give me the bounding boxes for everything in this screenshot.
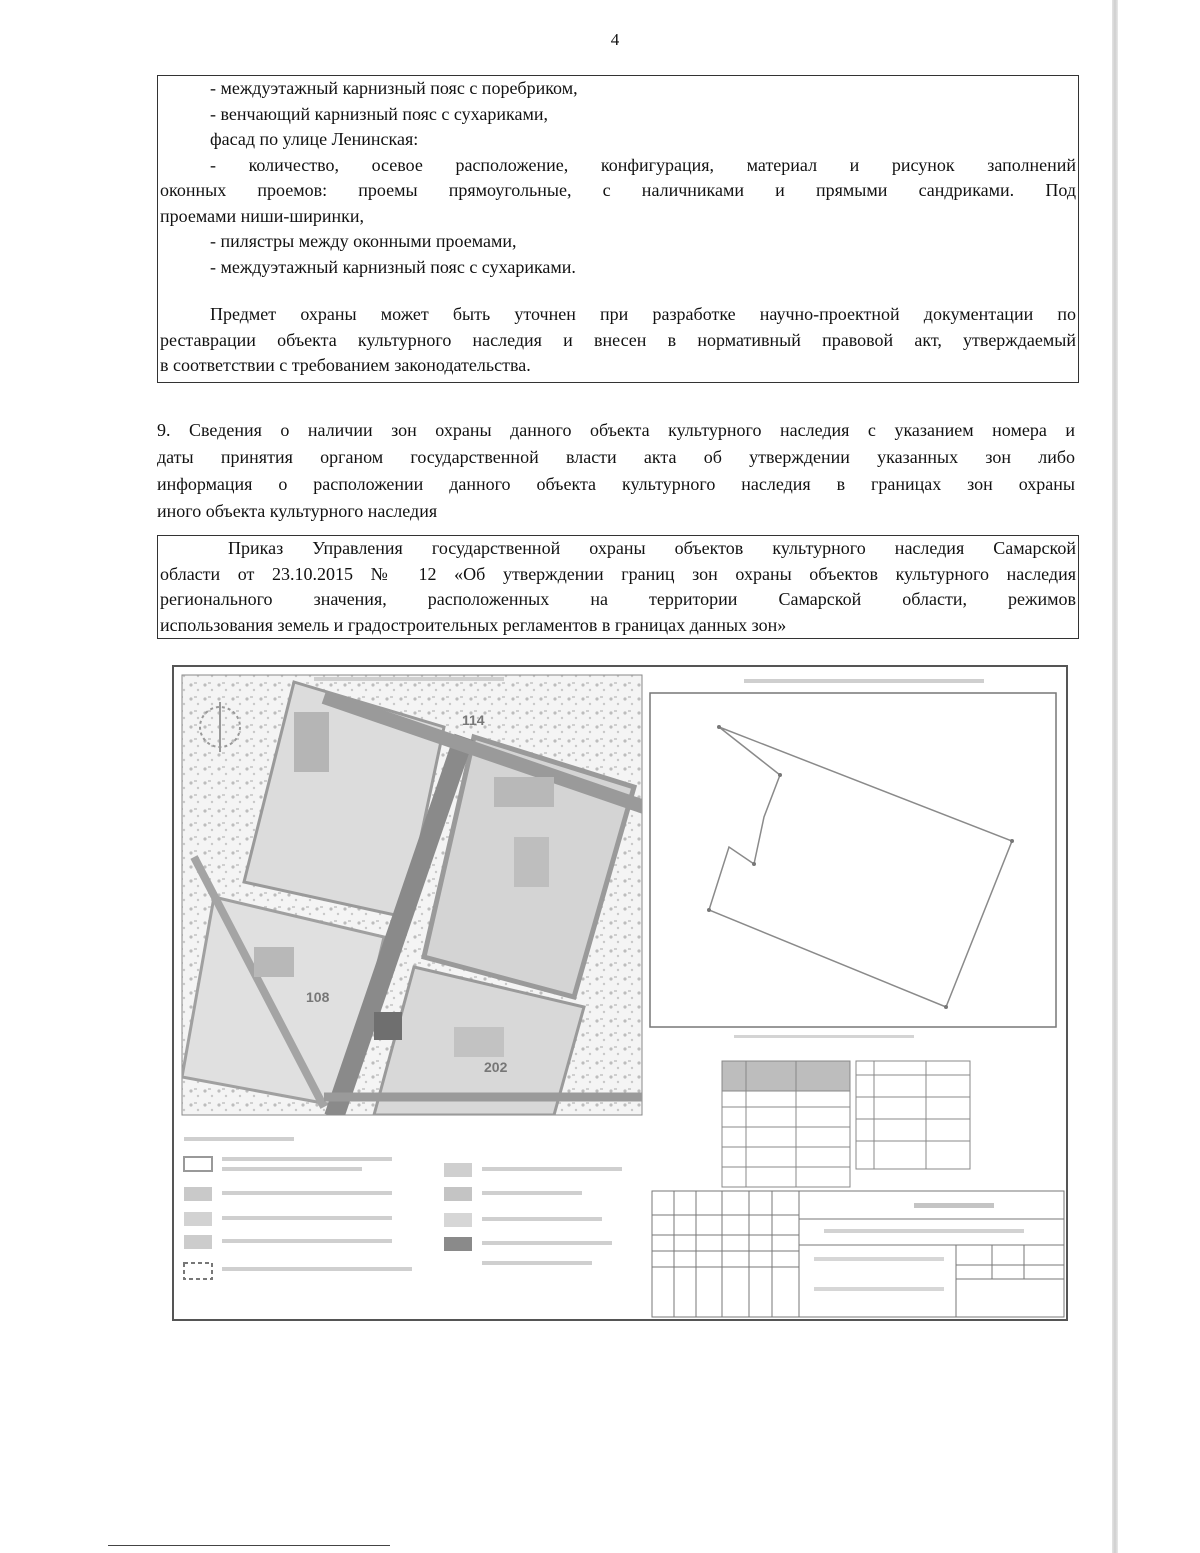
text-line: регионального значения, расположенных на территории Самарской области, режимов xyxy=(160,589,1076,609)
plan-panel xyxy=(650,693,1056,1027)
text-line: в соответствии с требованием законодательства. xyxy=(160,355,531,375)
title-block-stamp xyxy=(652,1191,1064,1317)
text-line: реставрации объекта культурного наследия и внесен в нормативный правовой акт, утверждаемый xyxy=(160,329,1076,350)
coordinates-table-left xyxy=(722,1061,850,1187)
text-line: - венчающий карнизный пояс с сухариками, xyxy=(210,103,548,124)
protection-subject-box xyxy=(157,75,1079,383)
text-line: - междуэтажный карнизный пояс с сухариками. xyxy=(210,256,576,277)
text-line: проемами ниши-ширинки, xyxy=(160,205,365,226)
legend xyxy=(184,1137,622,1279)
text-line: фасад по улице Ленинская: xyxy=(210,129,419,149)
map-label: 114 xyxy=(462,712,485,728)
page-number: 4 xyxy=(610,30,620,49)
text-line: даты принятия органом государственной власти акта об утверждении указанных зон либо xyxy=(157,447,1075,467)
text-line: - пилястры между оконными проемами, xyxy=(210,231,517,251)
text-line: 9. Сведения о наличии зон охраны данного объекта культурного наследия с указанием номера и xyxy=(157,420,1075,440)
coordinates-table-right xyxy=(856,1061,970,1169)
text-line: - количество, осевое расположение, конфигурация, материал и рисунок заполнений xyxy=(210,154,1076,175)
zone-map-figure xyxy=(172,665,1068,1321)
map-label: 202 xyxy=(484,1059,508,1075)
text-line: иного объекта культурного наследия xyxy=(157,501,438,521)
text-line: Предмет охраны может быть уточнен при разработке научно-проектной документации по xyxy=(210,304,1076,324)
section-9 xyxy=(157,417,1075,525)
text-line: - междуэтажный карнизный пояс с поребриком, xyxy=(210,78,578,98)
text-line: оконных проемов: проемы прямоугольные, с наличниками и прямыми сандриками. Под xyxy=(160,180,1076,200)
text-line: области от 23.10.2015 № 12 «Об утверждении границ зон охраны объектов культурного наследия xyxy=(160,563,1076,584)
text-line: использования земель и градостроительных регламентов в границах данных зон» xyxy=(160,614,787,635)
text-line: Приказ Управления государственной охраны объектов культурного наследия Самарской xyxy=(228,538,1076,558)
scan-edge xyxy=(1112,0,1118,1553)
footnote-rule xyxy=(108,1545,390,1546)
text-line: информация о расположении данного объекта культурного наследия в границах зон охраны xyxy=(157,474,1075,494)
map-drawing xyxy=(174,667,1066,1319)
order-reference-box xyxy=(157,535,1079,639)
map-label: 108 xyxy=(306,989,330,1005)
